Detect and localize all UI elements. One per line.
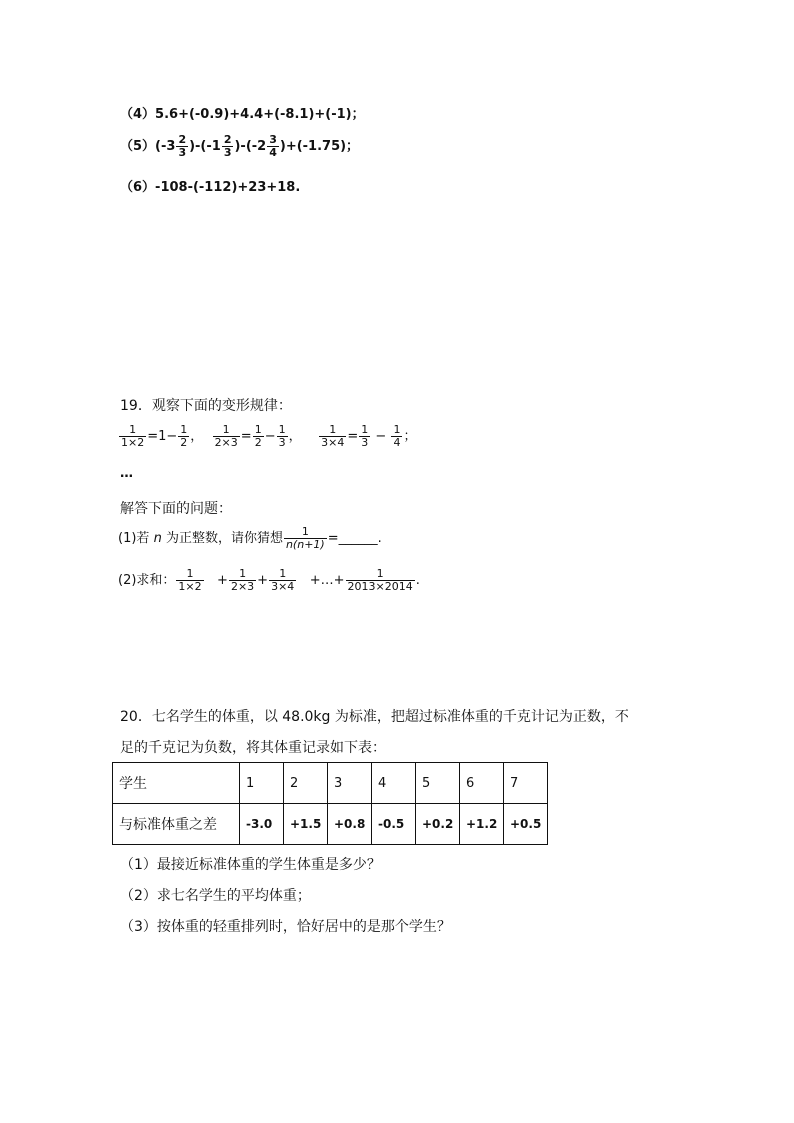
equals-text: = bbox=[347, 429, 359, 445]
student-number: 5 bbox=[416, 763, 460, 804]
fraction bbox=[176, 134, 188, 159]
weight-difference: -3.0 bbox=[240, 804, 284, 845]
numerator: 1 bbox=[301, 525, 309, 538]
problem-5 bbox=[120, 134, 359, 159]
numerator: 1 bbox=[329, 423, 337, 436]
fraction bbox=[178, 424, 189, 449]
separator: ， bbox=[288, 429, 302, 445]
denominator: 3×4 bbox=[321, 436, 345, 450]
fraction bbox=[229, 568, 256, 593]
numerator: 1 bbox=[254, 423, 262, 436]
ellipsis: … bbox=[120, 466, 133, 481]
denominator: 4 bbox=[269, 146, 277, 160]
fraction bbox=[119, 424, 146, 449]
variable-n: n bbox=[153, 531, 162, 547]
fraction bbox=[213, 424, 240, 449]
student-number: 2 bbox=[284, 763, 328, 804]
sub-question-2: （2）求七名学生的平均体重； bbox=[120, 888, 311, 904]
separator: ； bbox=[403, 429, 417, 445]
numerator: 2 bbox=[223, 133, 232, 146]
problem-5-label: （5） bbox=[120, 139, 156, 155]
fraction bbox=[359, 424, 370, 449]
problem-5-term: (-3 bbox=[155, 139, 176, 155]
weight-difference: +0.5 bbox=[504, 804, 548, 845]
student-number: 6 bbox=[460, 763, 504, 804]
problem-5-term: )+(-1.75)； bbox=[279, 139, 360, 155]
question-20-line-2: 足的千克记为负数，将其体重记录如下表： bbox=[120, 740, 386, 756]
denominator: 3 bbox=[361, 436, 369, 450]
separator: ， bbox=[190, 429, 204, 445]
denominator: 2×3 bbox=[230, 580, 255, 594]
part-1-text: 为正整数，请你猜想 bbox=[161, 531, 283, 547]
denominator: 3 bbox=[278, 436, 286, 450]
numerator: 1 bbox=[361, 423, 369, 436]
problem-5-term: )-(-1 bbox=[189, 139, 221, 155]
table-row bbox=[113, 804, 548, 845]
problem-6: （6）-108-(-112)+23+18. bbox=[120, 180, 301, 195]
denominator: 1×2 bbox=[178, 580, 202, 594]
denominator: 3 bbox=[223, 146, 232, 160]
weight-difference: +1.5 bbox=[284, 804, 328, 845]
fraction bbox=[346, 568, 415, 593]
denominator: 3×4 bbox=[271, 580, 295, 594]
denominator: 2013×2014 bbox=[347, 580, 413, 594]
denominator: n(n+1) bbox=[285, 538, 325, 552]
numerator: 1 bbox=[222, 423, 230, 436]
ellipsis-plus: +…+ bbox=[309, 573, 345, 589]
fraction bbox=[391, 424, 402, 449]
answer-blank: =______. bbox=[327, 531, 382, 547]
plus-sign: + bbox=[257, 573, 269, 589]
minus-sign: − bbox=[264, 429, 276, 445]
numerator: 1 bbox=[393, 423, 401, 436]
numerator: 1 bbox=[129, 423, 137, 436]
numerator: 1 bbox=[180, 423, 188, 436]
part-1 bbox=[118, 526, 382, 551]
denominator: 3 bbox=[178, 146, 187, 160]
minus-sign: − bbox=[375, 429, 387, 445]
denominator: 4 bbox=[393, 436, 401, 450]
student-number: 3 bbox=[328, 763, 372, 804]
numerator: 1 bbox=[278, 423, 286, 436]
row-header-students: 学生 bbox=[113, 763, 240, 804]
problem-5-term: )-(-2 bbox=[234, 139, 267, 155]
sub-question-1: （1）最接近标准体重的学生体重是多少？ bbox=[120, 857, 381, 873]
part-2-label: (2)求和： bbox=[118, 573, 176, 589]
fraction bbox=[277, 424, 288, 449]
period: . bbox=[415, 573, 420, 589]
student-number: 7 bbox=[504, 763, 548, 804]
question-19-title: 19．观察下面的变形规律： bbox=[120, 398, 292, 414]
part-2 bbox=[118, 568, 420, 593]
fraction bbox=[284, 526, 327, 551]
row-header-difference: 与标准体重之差 bbox=[113, 804, 240, 845]
fraction bbox=[267, 134, 279, 159]
weight-table bbox=[112, 762, 548, 845]
student-number: 4 bbox=[372, 763, 416, 804]
rules-line bbox=[118, 424, 416, 449]
weight-difference: -0.5 bbox=[372, 804, 416, 845]
numerator: 1 bbox=[186, 567, 194, 580]
fraction bbox=[222, 134, 234, 159]
weight-difference: +1.2 bbox=[460, 804, 504, 845]
table-row bbox=[113, 763, 548, 804]
weight-difference: +0.2 bbox=[416, 804, 460, 845]
weight-difference: +0.8 bbox=[328, 804, 372, 845]
denominator: 2 bbox=[254, 436, 262, 450]
numerator: 1 bbox=[279, 567, 287, 580]
fraction bbox=[319, 424, 346, 449]
sub-question-3: （3）按体重的轻重排列时，恰好居中的是那个学生？ bbox=[120, 919, 451, 935]
part-1-label: (1)若 bbox=[118, 531, 154, 547]
denominator: 2×3 bbox=[214, 436, 238, 450]
question-20-line-1: 20．七名学生的体重，以 48.0kg 为标准，把超过标准体重的千克计记为正数，不 bbox=[120, 709, 629, 725]
equals-text: = bbox=[240, 429, 252, 445]
plus-sign: + bbox=[217, 573, 228, 589]
numerator: 3 bbox=[269, 133, 277, 146]
numerator: 1 bbox=[239, 567, 247, 580]
student-number: 1 bbox=[240, 763, 284, 804]
problem-4: （4）5.6+(-0.9)+4.4+(-8.1)+(-1)； bbox=[120, 107, 365, 122]
numerator: 2 bbox=[178, 133, 187, 146]
numerator: 1 bbox=[376, 567, 384, 580]
denominator: 2 bbox=[180, 436, 188, 450]
instruction: 解答下面的问题： bbox=[120, 501, 232, 517]
equals-text: =1− bbox=[147, 429, 178, 445]
fraction bbox=[253, 424, 264, 449]
denominator: 1×2 bbox=[121, 436, 145, 450]
fraction bbox=[269, 568, 296, 593]
fraction bbox=[176, 568, 203, 593]
